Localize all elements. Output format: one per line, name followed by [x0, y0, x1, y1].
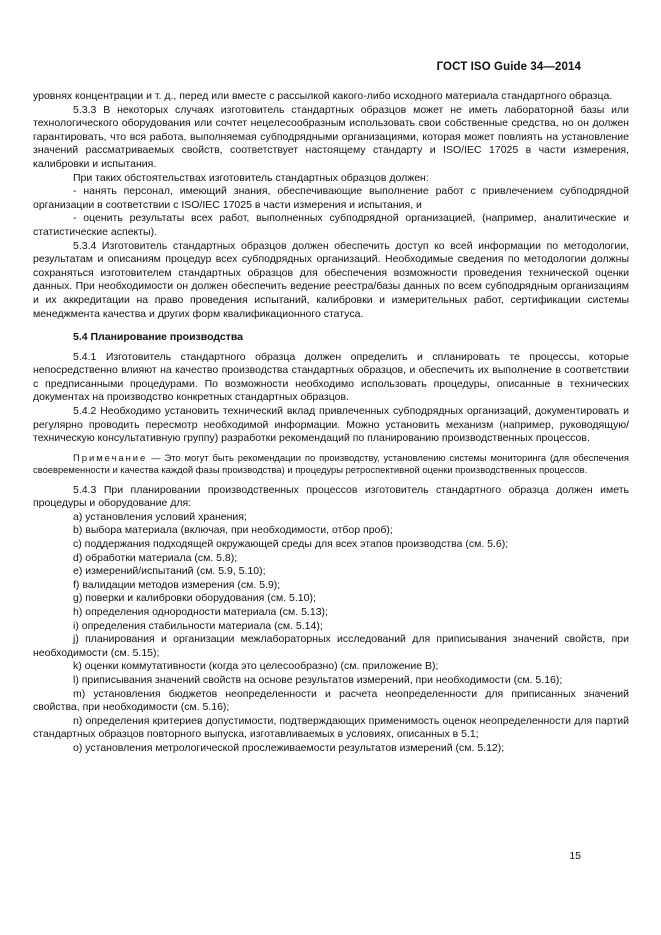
- paragraph-intro-duties: При таких обстоятельствах изготовитель стандартных образцов должен:: [73, 171, 429, 184]
- list-item: l) приписывания значений свойств на основе результатов измерений, при необходимости (см. 5.16);: [73, 673, 563, 686]
- list-item: a) установления условий хранения;: [73, 510, 247, 523]
- list-dash-item: - оценить результаты всех работ, выполненных субподрядной организацией, (например, аналитические и статистические аспекты).: [33, 212, 629, 238]
- section-heading: 5.4 Планирование производства: [73, 331, 244, 344]
- paragraph-5-4-2: 5.4.2 Необходимо установить технический вклад привлеченных субподрядных организаций, документировать и регулярно проводить пересмотр необходимой информации. Можно установить механизм (например, руководящую/техническую консультативную группу) разработки рекомендаций по планированию производственных процессов.: [33, 405, 629, 445]
- paragraph-5-4-3: 5.4.3 При планировании производственных процессов изготовитель стандартного образца должен иметь процедуры и оборудование для:: [33, 483, 629, 510]
- list-dash-item: - нанять персонал, имеющий знания, обеспечивающие выполнение работ с привлечением субподрядной организации в соответствии с ISO/IEC 17025 в части измерения и испытания, и: [33, 185, 629, 211]
- paragraph-5-4-1: 5.4.1 Изготовитель стандартного образца должен определить и спланировать те процессы, которые непосредственно влияют на качество производства стандартных образцов, и обеспечить их выполнение в соответствии с предписанными процедурами. По возможности необходимо использовать процедуры, описанные в технических документах на производство конкретных стандартных образцов.: [33, 350, 629, 404]
- list-item: m) установления бюджетов неопределенности и расчета неопределенности для приписанных значений свойства, при необходимости (см. 5.16);: [33, 687, 629, 714]
- list-item: b) выбора материала (включая, при необходимости, отбор проб);: [73, 524, 393, 537]
- note: [33, 452, 629, 477]
- page-number: 15: [569, 850, 581, 862]
- document-id: ГОСТ ISO Guide 34—2014: [436, 61, 581, 73]
- list-item: k) оценки коммутативности (когда это целесообразно) (см. приложение В);: [73, 660, 439, 673]
- list-item: i) определения стабильности материала (см. 5.14);: [73, 619, 323, 632]
- list-item: j) планирования и организации межлабораторных исследований для приписывания значений свойств, при необходимости (см. 5.15);: [33, 633, 629, 659]
- list-item: n) определения критериев допустимости, подтверждающих применимость оценок неопределенности для партий стандартных образцов повторного выпуска, изготавливаемых в условиях, описанных в 5.1;: [33, 714, 629, 741]
- list-item: c) поддержания подходящей окружающей среды для всех этапов производства (см. 5.6);: [73, 538, 509, 551]
- paragraph-continuation: уровнях концентрации и т. д., перед или вместе с рассылкой какого-либо исходного материала стандартного образца.: [33, 90, 613, 102]
- list-item: g) поверки и калибровки оборудования (см. 5.10);: [73, 592, 316, 605]
- note-label: Примечание: [73, 451, 148, 463]
- list-item: h) определения однородности материала (см. 5.13);: [73, 606, 328, 618]
- paragraph-5-3-3: 5.3.3 В некоторых случаях изготовитель стандартных образцов может не иметь лабораторной базы или технологического оборудования или сочтет нецелесообразным использовать свои собственные средства, но он должен гарантировать, что вся работа, выполняемая субподрядными организациями, которая может повлиять на установление значений рассматриваемых свойств, соответствует настоящему стандарту и ISO/IEC 17025 в части измерения, калибровки и испытания.: [33, 103, 629, 170]
- list-item: o) установления метрологической прослеживаемости результатов измерений (см. 5.12);: [73, 741, 505, 754]
- paragraph-5-3-4: 5.3.4 Изготовитель стандартных образцов должен обеспечить доступ ко всей информации по методологии, результатам и описаниям процедур всех субподрядных организаций. Необходимые сведения по методологии должны сохраняться изготовителем стандартных образцов для обеспечения возможности проведения технической оценки данных. При необходимости он должен обеспечить ведение реестра/базы данных по всем субподрядным организациям и их аккредитации на право проведения испытаний, калибровки и измерительных работ, сертификации системы менеджмента качества и других форм квалификационного статуса.: [33, 239, 629, 320]
- list-item: d) обработки материала (см. 5.8);: [73, 551, 238, 564]
- note-text: — Это могут быть рекомендации по производству, установлению системы мониторинга (для обеспечения своевременности и качества каждой фазы производства) и процедуры ретроспективной оценки производственных процессов.: [33, 451, 629, 476]
- list-item: f) валидации методов измерения (см. 5.9);: [73, 578, 281, 591]
- list-item: e) измерений/испытаний (см. 5.9, 5.10);: [73, 565, 266, 578]
- document-body: [33, 90, 629, 756]
